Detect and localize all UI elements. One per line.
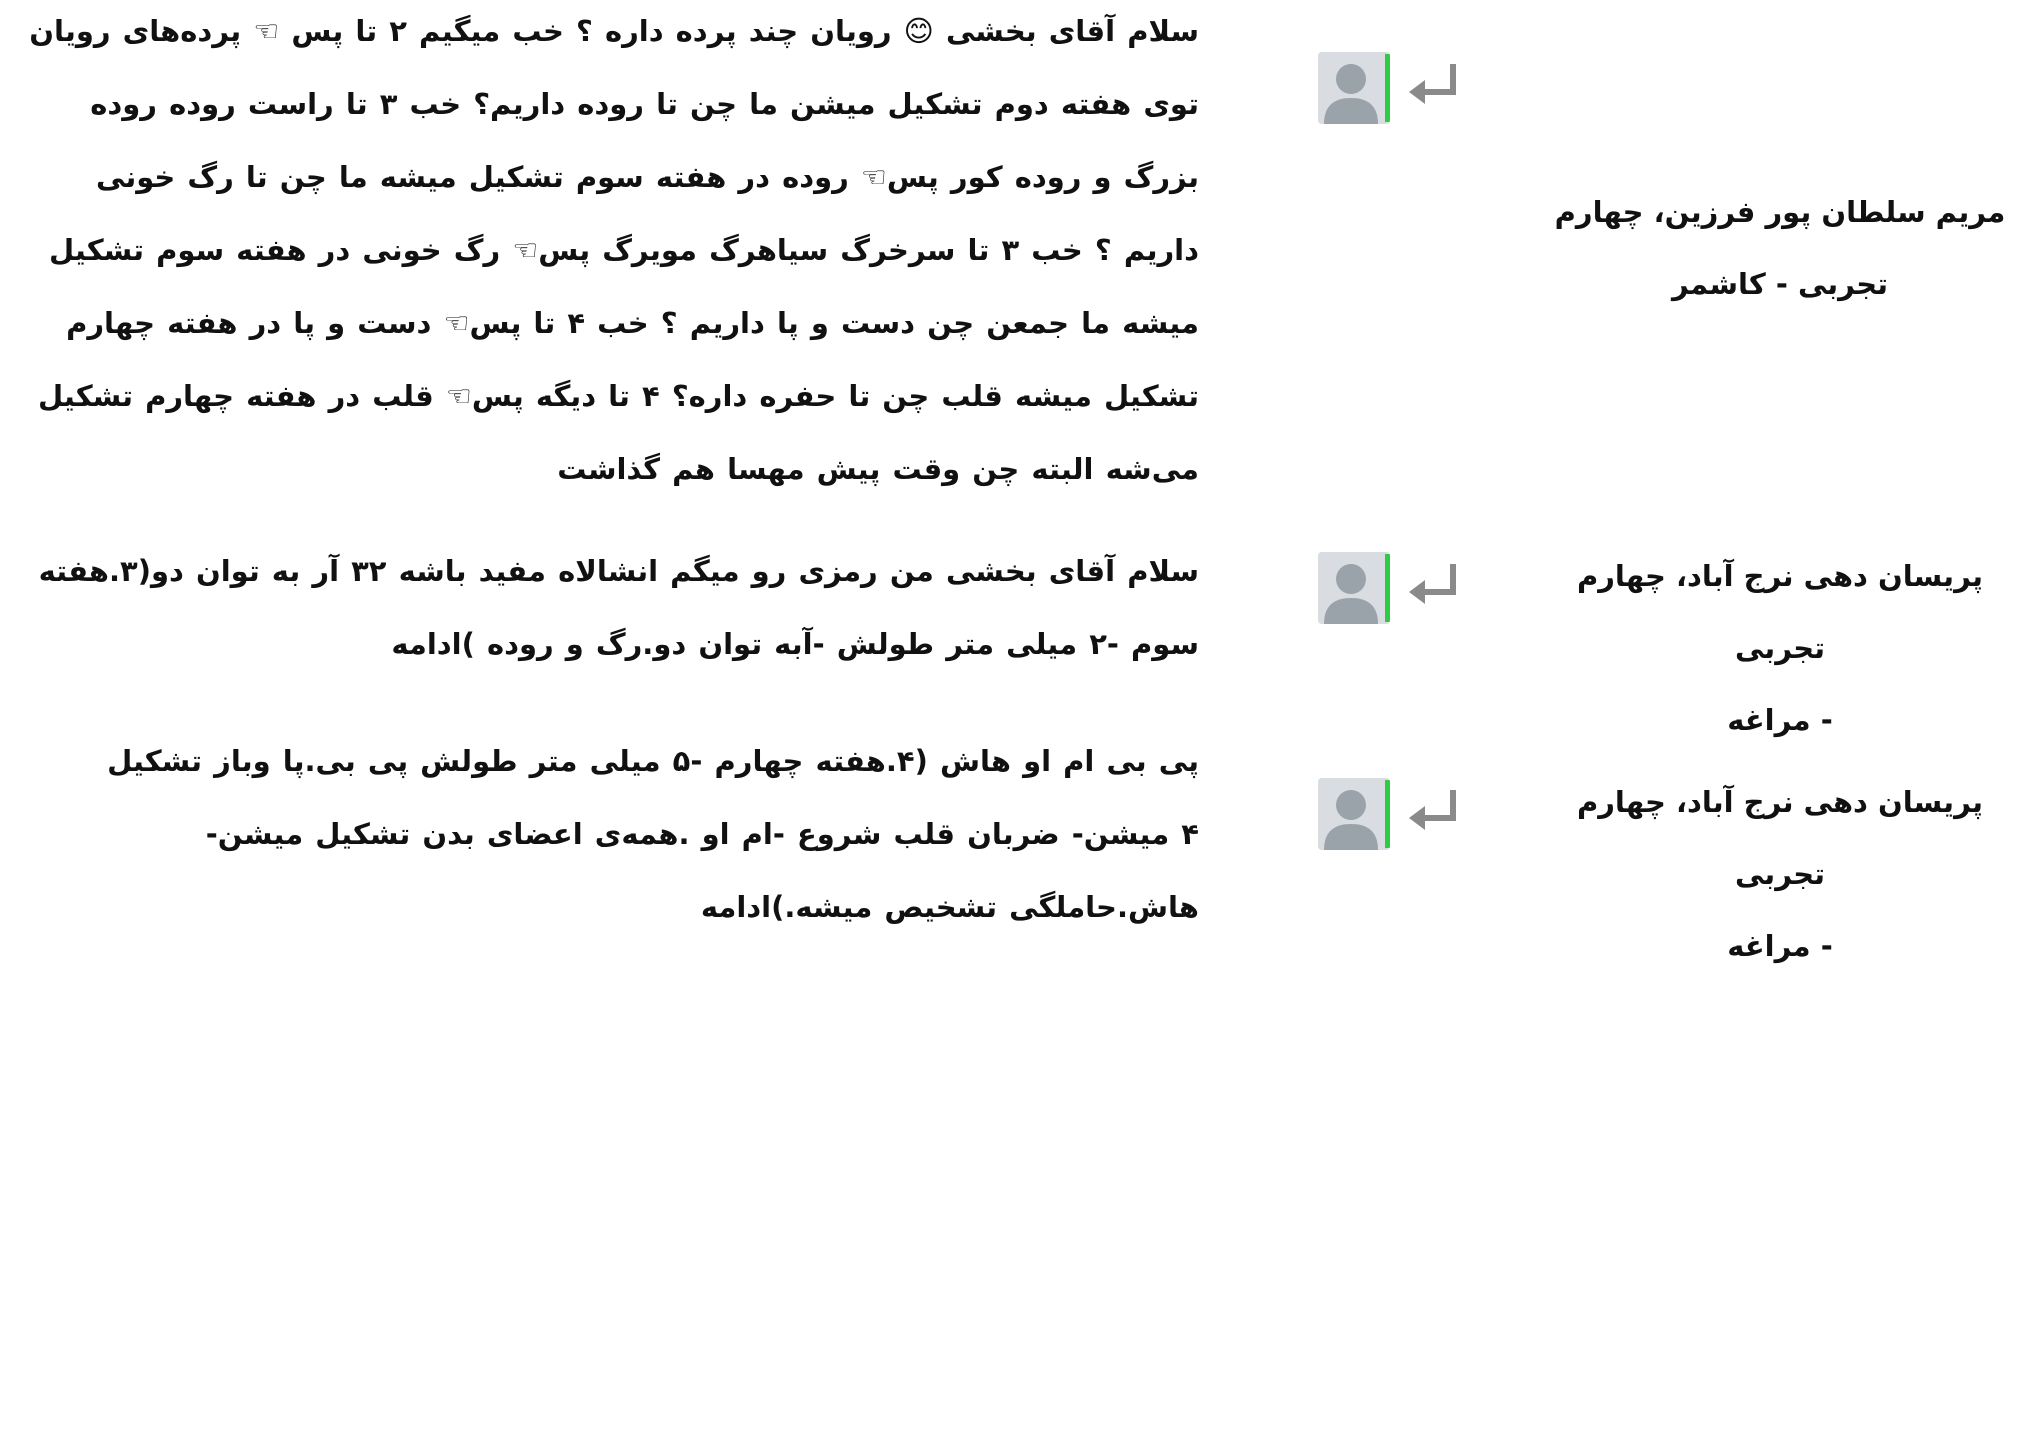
author-name-line: مریم سلطان پور فرزین، چهارم (1554, 195, 2006, 229)
avatar-accent-bar (1385, 54, 1390, 122)
comment-text: پی بی ام او هاش (۴.هفته چهارم -۵ میلی متر طولش پی بی.پا وباز تشکیل ۴ میشن- ضربان قلب شروع -ام او .همه‌ی اعضای بدن تشکیل میشن-هاش.حاملگی تشخیص میشه.)ادامه (107, 744, 1199, 924)
default-user-avatar-icon (1318, 52, 1390, 124)
avatar-accent-bar (1385, 554, 1390, 622)
author-name-line: پریسان دهی نرج آباد، چهارم تجربی (1576, 559, 1983, 665)
default-user-avatar-icon (1318, 778, 1390, 850)
comment-text: سلام آقای بخشی 😊 رویان چند پرده داره ؟ خب میگیم ۲ تا پس ☜ پرده‌های رویان توی هفته دوم تشکیل میشن ما چن تا روده داریم؟ خب ۳ تا راست روده روده بزرگ و روده کور پس☜ روده در هفته سوم تشکیل میشه ما چن تا رگ خونی داریم ؟ خب ۳ تا سرخرگ سیاهرگ مویرگ پس☜ رگ خونی در هفته سوم تشکیل میشه ما جمعن چن دست و پا داریم ؟ خب ۴ تا پس☜ دست و پا در هفته چهارم تشکیل میشه قلب چن تا حفره داره؟ ۴ تا دیگه پس☜ قلب در هفته چهارم تشکیل می‌شه البته چن وقت پیش مهسا هم گذاشت (29, 14, 1199, 486)
avatar-accent-bar (1385, 780, 1390, 848)
reply-arrow-icon[interactable] (1405, 62, 1461, 110)
comment-author (1530, 176, 2024, 320)
comment-text: سلام آقای بخشی من رمزی رو میگم انشالاه مفید باشه ۳۲ آر به توان دو(۳.هفته سوم -۲ میلی متر طولش -آبه توان دو.رگ و روده )ادامه (38, 554, 1199, 661)
avatar[interactable] (1318, 552, 1390, 624)
author-location-line: - مراغه (1727, 703, 1833, 737)
reply-arrow-icon[interactable] (1405, 788, 1461, 836)
author-name-line: پریسان دهی نرج آباد، چهارم تجربی (1576, 785, 1983, 891)
comment-author (1530, 540, 2024, 756)
avatar[interactable] (1318, 52, 1390, 124)
comment-author (1530, 766, 2024, 982)
avatar[interactable] (1318, 778, 1390, 850)
default-user-avatar-icon (1318, 552, 1390, 624)
reply-arrow-icon[interactable] (1405, 562, 1461, 610)
author-location-line: تجربی - کاشمر (1671, 267, 1889, 301)
author-location-line: - مراغه (1727, 929, 1833, 963)
